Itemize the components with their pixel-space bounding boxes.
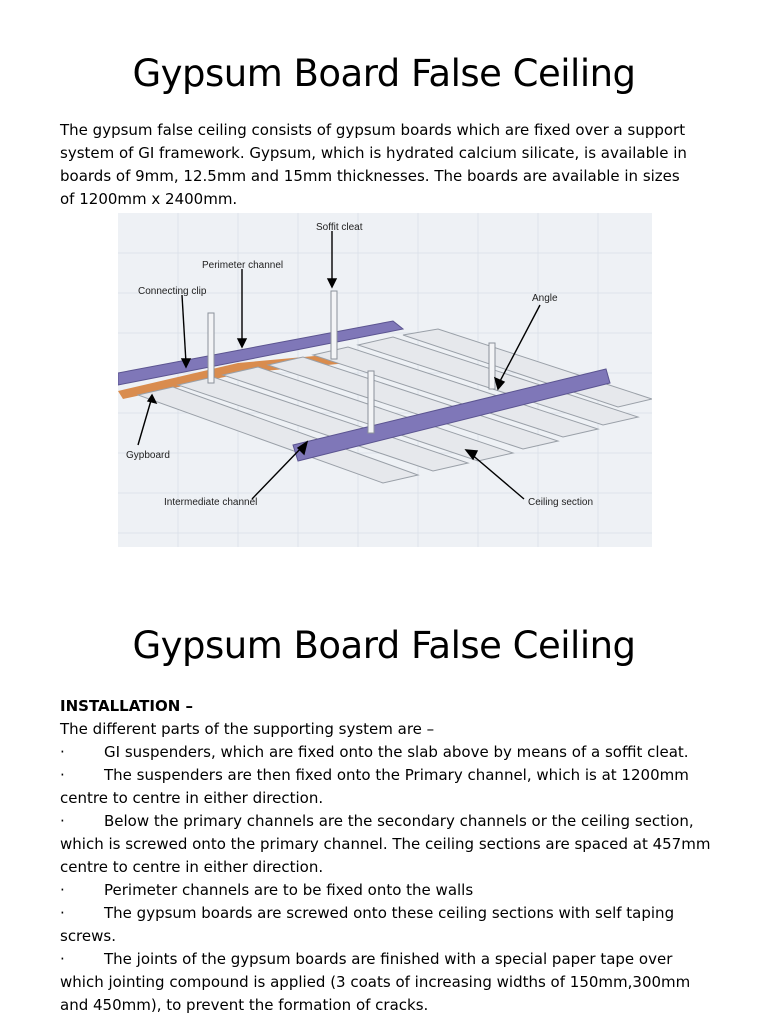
installation-intro: The different parts of the supporting system are – [60,720,435,738]
label-perimeter-channel: Perimeter channel [202,260,284,271]
page-title: Gypsum Board False Ceiling [132,52,636,95]
bullet-marker: · [60,881,65,899]
intro-line: of 1200mm x 2400mm. [60,190,238,208]
bullet-marker: · [60,904,65,922]
bullet-marker: · [60,812,65,830]
label-connecting-clip: Connecting clip [138,286,207,297]
label-ceiling-section: Ceiling section [528,497,594,508]
false-ceiling-diagram [118,213,652,547]
label-gypboard: Gypboard [126,450,170,461]
bullet-marker: · [60,743,65,761]
list-item: · GI suspenders, which are fixed onto the slab above by means of a soffit cleat. [60,741,720,764]
installation-text [60,695,720,1017]
section-title: Gypsum Board False Ceiling [132,624,636,667]
intro-line: The gypsum false ceiling consists of gypsum boards which are fixed over a support [60,121,686,139]
list-item: · The suspenders are then fixed onto the Primary channel, which is at 1200mm centre to centre in either direction. [60,766,689,807]
intro-line: boards of 9mm, 12.5mm and 15mm thicknesses. The boards are available in sizes [60,167,680,185]
list-item: · The joints of the gypsum boards are finished with a special paper tape over which jointing compound is applied (3 coats of increasing widths of 150mm,300mm and 450mm), to prevent the formation of cracks. [60,950,691,1014]
bullet-marker: · [60,766,65,784]
list-item: · Perimeter channels are to be fixed onto the walls [60,879,720,902]
intro-line: system of GI framework. Gypsum, which is hydrated calcium silicate, is available in [60,144,687,162]
label-angle: Angle [532,293,558,304]
label-soffit-cleat: Soffit cleat [316,222,363,233]
intro-paragraph [60,119,720,211]
list-item: · The gypsum boards are screwed onto these ceiling sections with self taping screws. [60,904,675,945]
bullet-marker: · [60,950,65,968]
installation-heading: INSTALLATION – [60,697,194,715]
label-intermediate-channel: Intermediate channel [164,497,258,508]
list-item: · Below the primary channels are the secondary channels or the ceiling section, which is screwed onto the primary channel. The ceiling sections are spaced at 457mm centre to centre in either direction. [60,812,711,876]
